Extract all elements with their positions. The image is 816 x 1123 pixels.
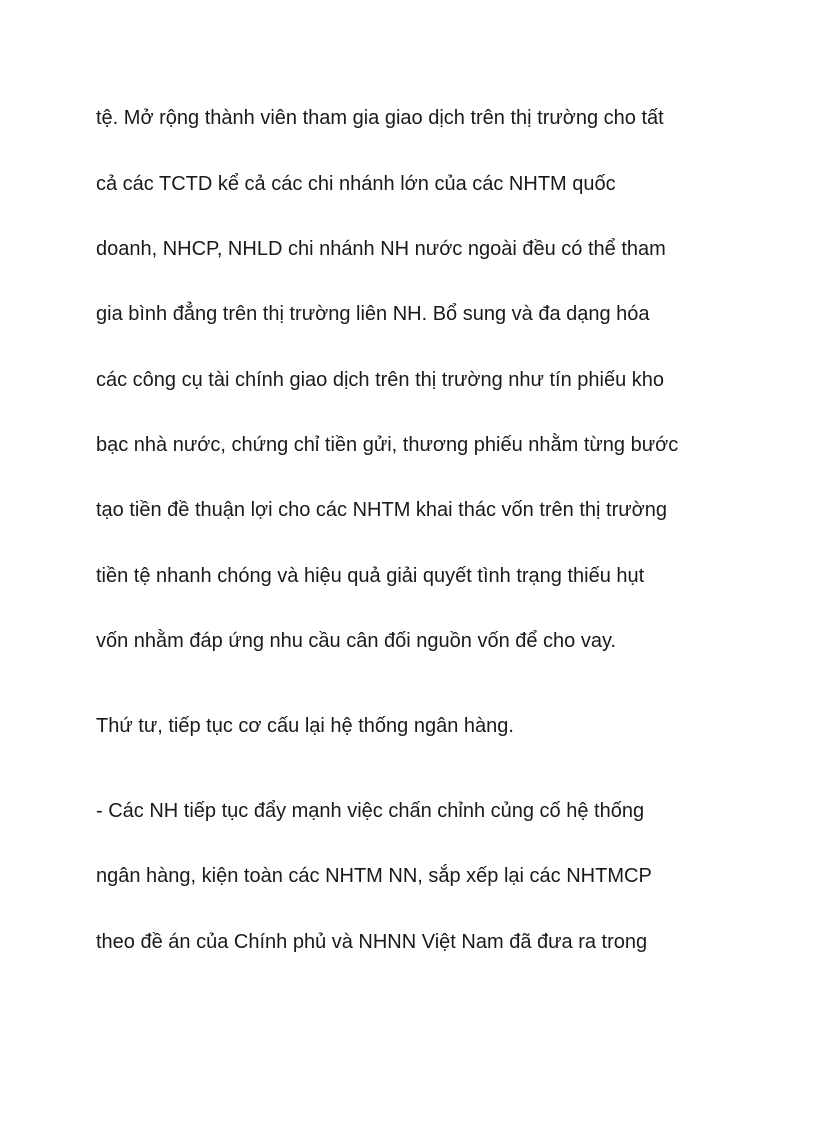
text-line: theo đề án của Chính phủ và NHNN Việt Nam đã đưa ra trong bbox=[96, 931, 648, 953]
text-line: tiền tệ nhanh chóng và hiệu quả giải quyết tình trạng thiếu hụt bbox=[96, 565, 645, 587]
text-line: - Các NH tiếp tục đẩy mạnh việc chấn chỉnh củng cố hệ thống bbox=[96, 800, 645, 822]
text-line: gia bình đẳng trên thị trường liên NH. Bổ sung và đa dạng hóa bbox=[96, 303, 650, 325]
text-line: các công cụ tài chính giao dịch trên thị trường như tín phiếu kho bbox=[96, 369, 665, 391]
text-line: vốn nhằm đáp ứng nhu cầu cân đối nguồn vốn để cho vay. bbox=[96, 630, 617, 652]
text-line: doanh, NHCP, NHLD chi nhánh NH nước ngoài đều có thể tham bbox=[96, 238, 666, 260]
text-line: ngân hàng, kiện toàn các NHTM NN, sắp xếp lại các NHTMCP bbox=[96, 865, 652, 887]
text-line: tệ. Mở rộng thành viên tham gia giao dịch trên thị trường cho tất bbox=[96, 107, 664, 129]
section-heading: Thứ tư, tiếp tục cơ cấu lại hệ thống ngân hàng. bbox=[96, 715, 514, 737]
text-line: bạc nhà nước, chứng chỉ tiền gửi, thương phiếu nhằm từng bước bbox=[96, 434, 679, 456]
text-line: tạo tiền đề thuận lợi cho các NHTM khai thác vốn trên thị trường bbox=[96, 499, 668, 521]
text-line: cả các TCTD kể cả các chi nhánh lớn của các NHTM quốc bbox=[96, 173, 616, 195]
